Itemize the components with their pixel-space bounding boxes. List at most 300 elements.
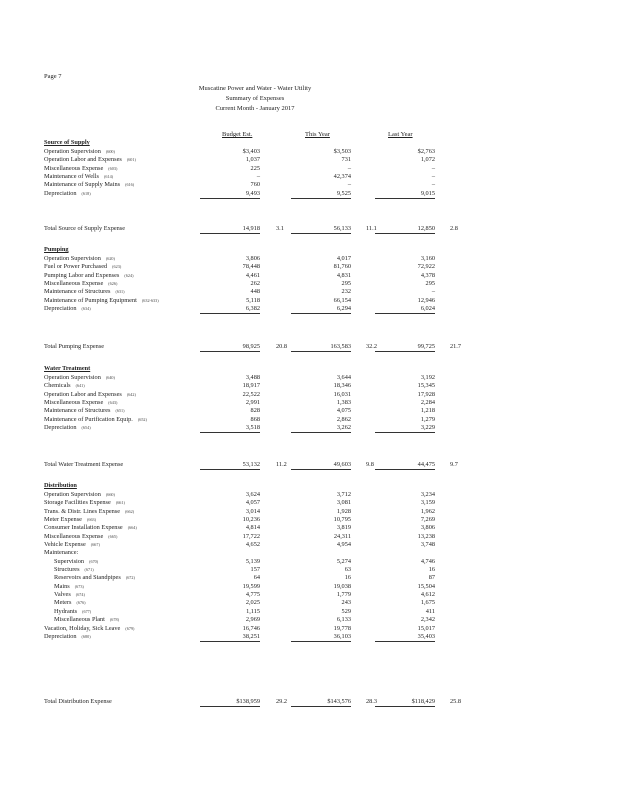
row-label-text: Valves: [54, 591, 71, 599]
budget-value: 18,917: [242, 382, 260, 390]
table-row: [44, 165, 564, 173]
account-code: (614): [103, 174, 114, 180]
budget-value: 17,722: [242, 532, 260, 540]
column-header-this-year: This Year: [305, 131, 330, 138]
account-code: (616): [125, 182, 135, 188]
budget-value: 4,057: [245, 499, 260, 507]
table-row: [44, 616, 564, 624]
total-budget: 14,918: [200, 224, 260, 234]
row-label: [44, 424, 91, 432]
row-label: [44, 549, 78, 557]
last-year-value: 16: [428, 566, 435, 574]
row-label-text: Operation Supervision: [44, 491, 101, 498]
budget-value: 10,236: [242, 516, 260, 524]
row-label-text: Operation Labor and Expenses: [44, 156, 122, 164]
row-label: [44, 165, 117, 173]
budget-value: 5,118: [246, 296, 260, 304]
table-row: [44, 558, 564, 566]
budget-value: 4,814: [245, 524, 260, 532]
row-label-text: Depreciation: [44, 632, 77, 640]
row-label: [44, 399, 117, 407]
last-year-value: $2,763: [417, 148, 435, 155]
budget-value: 3,014: [245, 507, 260, 515]
account-code: (631): [115, 289, 125, 295]
last-year-value: –: [431, 181, 435, 189]
table-row: [44, 181, 564, 189]
last-year-value: –: [431, 164, 435, 172]
row-label-text: Maintenance of Supply Mains: [44, 181, 121, 189]
this-year-value: –: [347, 164, 351, 172]
budget-value: 22,522: [242, 390, 260, 398]
this-year-value: –: [347, 181, 351, 189]
table-row: [44, 583, 564, 591]
row-label-text: Miscellaneous Expense: [44, 280, 104, 288]
this-year-value: 3,262: [291, 424, 351, 433]
row-label: [44, 374, 115, 382]
total-label: Total Distribution Expense: [44, 698, 112, 705]
row-label-text: Maintenance of Structures: [44, 407, 111, 415]
total-last-year-pct: 21.7: [450, 343, 462, 350]
this-year-value: 6,133: [336, 616, 351, 624]
budget-value: 9,493: [200, 190, 260, 199]
this-year-value: 9,525: [291, 190, 351, 199]
row-label-text: Operation Labor and Expenses: [44, 390, 122, 398]
row-label: [44, 382, 85, 390]
total-budget: $138,959: [200, 697, 260, 707]
table-row: [44, 255, 564, 263]
last-year-value: 15,017: [417, 624, 435, 632]
total-budget: 53,132: [200, 460, 260, 470]
this-year-value: 81,760: [333, 263, 351, 271]
account-code: (641): [75, 383, 85, 389]
this-year-value: 16,031: [333, 390, 351, 398]
table-row: [44, 524, 564, 532]
row-label: [44, 190, 91, 198]
account-code: (680): [81, 633, 91, 639]
total-row: [44, 224, 584, 233]
total-this-year: 163,583: [291, 342, 351, 352]
table-row: [44, 424, 564, 432]
this-year-value: 63: [344, 566, 351, 574]
row-label: [54, 566, 94, 574]
total-this-year-pct: 28.3: [366, 698, 378, 705]
this-year-value: 3,819: [336, 524, 351, 532]
last-year-value: 12,946: [417, 296, 435, 304]
row-label: [54, 591, 85, 599]
budget-value: 4,775: [245, 591, 260, 599]
column-header-last-year: Last Year: [388, 131, 413, 138]
account-code: (673): [74, 583, 84, 589]
table-row: [44, 156, 564, 164]
table-row: [44, 499, 564, 507]
last-year-value: 13,238: [417, 532, 435, 540]
total-budget-pct: 29.2: [276, 698, 288, 705]
last-year-value: 1,675: [420, 599, 435, 607]
total-this-year-pct: 11.1: [366, 225, 377, 232]
row-label-text: Miscellaneous Expense: [44, 532, 104, 540]
total-last-year-pct: 2.8: [450, 225, 458, 232]
row-label: [44, 524, 137, 532]
last-year-value: 3,229: [375, 424, 435, 433]
table-row: [44, 272, 564, 280]
row-label-text: Depreciation: [44, 424, 77, 432]
this-year-value: 3,712: [336, 491, 351, 498]
account-code: (640): [105, 375, 115, 380]
table-row: [44, 416, 564, 424]
row-label: [44, 541, 100, 549]
table-row: [44, 599, 564, 607]
table-row: [44, 280, 564, 288]
account-code: (652): [137, 416, 147, 422]
section-pumping: [44, 245, 564, 313]
total-budget-pct: 20.8: [276, 343, 288, 350]
account-code: (601): [126, 157, 136, 163]
budget-value: 2,969: [245, 616, 260, 624]
table-row: [44, 190, 564, 198]
row-label: [44, 391, 136, 399]
row-label: [44, 416, 147, 424]
this-year-value: 6,294: [291, 305, 351, 314]
row-label-text: Miscellaneous Plant: [54, 616, 105, 624]
section-header: Water Treatment: [44, 365, 91, 372]
budget-value: 157: [250, 566, 260, 574]
last-year-value: 1,072: [420, 156, 435, 164]
account-code: (660): [105, 492, 115, 497]
last-year-value: 2,342: [420, 616, 435, 624]
budget-value: 16,746: [242, 624, 260, 632]
row-label: [44, 272, 133, 280]
this-year-value: 232: [341, 288, 351, 296]
account-code: (642): [126, 391, 136, 397]
table-row: [44, 591, 564, 599]
account-code: (678): [109, 617, 119, 623]
table-row: [44, 516, 564, 524]
last-year-value: 4,378: [420, 271, 435, 279]
account-code: (632-633): [141, 297, 159, 303]
account-code: (661): [115, 500, 125, 506]
section-distribution: [44, 481, 564, 641]
last-year-value: 4,746: [420, 557, 435, 565]
report-title-line2: Summary of Expenses: [225, 95, 285, 102]
account-code: (676): [76, 600, 86, 606]
this-year-value: 4,831: [336, 271, 351, 279]
row-label: [54, 616, 119, 624]
last-year-value: 3,806: [420, 524, 435, 532]
total-label: Total Water Treatment Expense: [44, 461, 124, 468]
this-year-value: 731: [341, 156, 351, 164]
table-row: [44, 382, 564, 390]
this-year-value: 4,017: [336, 255, 351, 262]
account-code: (677): [82, 608, 92, 614]
account-code: (679): [125, 625, 135, 631]
this-year-value: 529: [341, 607, 351, 615]
row-label: [44, 625, 134, 633]
this-year-value: 5,274: [336, 557, 351, 565]
section-water-treatment: [44, 364, 564, 432]
row-label-text: Depreciation: [44, 189, 77, 197]
account-code: (667): [90, 542, 100, 548]
this-year-value: 4,954: [336, 541, 351, 549]
this-year-value: 4,075: [336, 407, 351, 415]
row-label-text: Mains: [54, 582, 70, 590]
table-row: [44, 391, 564, 399]
this-year-value: 36,103: [291, 633, 351, 642]
this-year-value: 10,795: [333, 516, 351, 524]
this-year-value: 19,038: [333, 582, 351, 590]
row-label: [44, 288, 125, 296]
this-year-value: 19,778: [333, 624, 351, 632]
last-year-value: 3,160: [420, 255, 435, 262]
row-label-text: Maintenance of Structures: [44, 288, 111, 296]
table-row: [44, 533, 564, 541]
total-row: [44, 342, 584, 351]
table-row: [44, 608, 564, 616]
this-year-value: 1,928: [336, 507, 351, 515]
row-label: [44, 280, 117, 288]
total-this-year: 56,133: [291, 224, 351, 234]
account-code: (643): [108, 400, 118, 406]
last-year-value: 1,218: [420, 407, 435, 415]
total-row: [44, 460, 584, 469]
budget-value: 3,624: [245, 491, 260, 498]
this-year-value: 3,081: [336, 499, 351, 507]
row-label: [54, 558, 98, 566]
account-code: (623): [112, 264, 122, 270]
last-year-value: 15,504: [417, 582, 435, 590]
row-label-text: Chemicals: [44, 382, 71, 390]
account-code: (671): [84, 567, 94, 573]
account-code: (654): [81, 425, 91, 431]
account-code: (670): [89, 558, 99, 564]
row-label-text: Meter Expense: [44, 516, 82, 524]
row-label-text: Vacation, Holiday, Sick Leave: [44, 624, 121, 632]
row-label: [44, 263, 121, 271]
row-label-text: Hydrants: [54, 607, 78, 615]
last-year-value: 1,962: [420, 507, 435, 515]
row-label-text: Operation Supervision: [44, 255, 101, 262]
row-label-text: Miscellaneous Expense: [44, 399, 104, 407]
account-code: (626): [108, 281, 118, 287]
this-year-value: 24,311: [333, 532, 351, 540]
row-label: [44, 173, 113, 181]
total-this-year: 49,603: [291, 460, 351, 470]
table-row: [44, 374, 564, 382]
row-label: [54, 599, 86, 607]
row-label: [44, 499, 125, 507]
this-year-value: $3,503: [333, 148, 351, 155]
row-label-text: Pumping Labor and Expenses: [44, 271, 120, 279]
total-label: Total Source of Supply Expense: [44, 225, 126, 232]
report-title-line1: Muscatine Power and Water - Water Utility: [198, 85, 312, 92]
table-row: [44, 305, 564, 313]
table-row: [44, 263, 564, 271]
row-label: [54, 608, 91, 616]
row-label: [44, 508, 134, 516]
row-label-text: Operation Supervision: [44, 374, 101, 381]
section-header: Distribution: [44, 482, 77, 489]
this-year-value: 18,346: [333, 382, 351, 390]
row-label-text: Operation Supervision: [44, 148, 101, 155]
section-source-of-supply: [44, 138, 564, 198]
total-label: Total Pumping Expense: [44, 343, 105, 350]
budget-value: 64: [253, 574, 260, 582]
budget-value: 5,139: [245, 557, 260, 565]
row-label-text: Maintenance of Purification Equip.: [44, 415, 133, 423]
budget-value: 19,599: [242, 582, 260, 590]
table-row: [44, 549, 564, 557]
budget-value: 38,251: [200, 633, 260, 642]
last-year-value: 6,024: [375, 305, 435, 314]
budget-value: 3,488: [245, 374, 260, 381]
total-last-year: 44,475: [375, 460, 435, 470]
last-year-value: 3,234: [420, 491, 435, 498]
last-year-value: 2,284: [420, 399, 435, 407]
table-row: [44, 633, 564, 641]
row-label: [44, 533, 117, 541]
this-year-value: 42,374: [333, 173, 351, 181]
total-this-year-pct: 9.8: [366, 461, 374, 468]
last-year-value: 7,269: [420, 516, 435, 524]
budget-value: 1,115: [246, 607, 260, 615]
total-budget-pct: 11.2: [276, 461, 287, 468]
table-row: [44, 574, 564, 582]
row-label-text: Maintenance of Pumping Equipment: [44, 296, 137, 304]
budget-value: 3,518: [200, 424, 260, 433]
table-row: [44, 148, 564, 156]
table-row: [44, 541, 564, 549]
row-label-text: Depreciation: [44, 305, 77, 313]
account-code: (664): [127, 525, 137, 531]
row-label-text: Fuel or Power Purchased: [44, 263, 108, 271]
row-label: [44, 181, 134, 189]
last-year-value: 72,922: [417, 263, 435, 271]
account-code: (665): [108, 533, 118, 539]
last-year-value: 3,159: [420, 499, 435, 507]
section-header: Pumping: [44, 246, 69, 253]
budget-value: 2,025: [245, 599, 260, 607]
budget-value: 6,382: [200, 305, 260, 314]
last-year-value: 3,192: [420, 374, 435, 381]
this-year-value: 3,644: [336, 374, 351, 381]
this-year-value: 66,154: [333, 296, 351, 304]
account-code: (662): [125, 508, 135, 514]
total-row: [44, 697, 584, 706]
table-row: [44, 288, 564, 296]
total-last-year-pct: 9.7: [450, 461, 458, 468]
row-label: [44, 255, 115, 263]
table-row: [44, 491, 564, 499]
table-row: [44, 297, 564, 305]
last-year-value: 87: [428, 574, 435, 582]
this-year-value: 1,383: [336, 399, 351, 407]
budget-value: 448: [250, 288, 260, 296]
this-year-value: 2,862: [336, 415, 351, 423]
row-label-text: Storage Facilities Expense: [44, 499, 111, 507]
budget-value: 4,652: [245, 541, 260, 549]
last-year-value: –: [431, 173, 435, 181]
total-last-year: $118,429: [375, 697, 435, 707]
row-label-text: Maintenance:: [44, 549, 79, 557]
row-label-text: Meters: [54, 599, 72, 607]
budget-value: 760: [250, 181, 260, 189]
last-year-value: 3,748: [420, 541, 435, 549]
account-code: (651): [115, 408, 125, 414]
table-row: [44, 508, 564, 516]
table-row: [44, 625, 564, 633]
this-year-value: 16: [344, 574, 351, 582]
row-label: [44, 516, 96, 524]
table-row: [44, 399, 564, 407]
total-budget-pct: 3.1: [276, 225, 284, 232]
section-header: Source of Supply: [44, 139, 90, 146]
account-code: (634): [81, 306, 91, 312]
account-code: (618): [81, 190, 91, 196]
budget-value: 2,991: [245, 399, 260, 407]
budget-value: –: [256, 173, 260, 181]
row-label: [54, 574, 135, 582]
table-row: [44, 407, 564, 415]
total-last-year-pct: 25.8: [450, 698, 462, 705]
total-this-year: $143,576: [291, 697, 351, 707]
row-label: [44, 297, 159, 305]
row-label-text: Supervision: [54, 557, 85, 565]
row-label: [44, 148, 115, 156]
row-label: [54, 583, 84, 591]
last-year-value: –: [431, 288, 435, 296]
page-label: Page 7: [44, 73, 62, 80]
account-code: (603): [108, 165, 118, 171]
column-header-budget: Budget Est.: [222, 131, 253, 138]
total-budget: 98,925: [200, 342, 260, 352]
row-label: [44, 156, 136, 164]
report-title-line3: Current Month - January 2017: [215, 105, 295, 112]
total-last-year: 99,725: [375, 342, 435, 352]
row-label: [44, 305, 91, 313]
account-code: (663): [86, 517, 97, 523]
row-label-text: Structures: [54, 566, 80, 574]
budget-value: 3,806: [245, 255, 260, 262]
budget-value: 1,037: [245, 156, 260, 164]
account-code: (620): [105, 256, 115, 261]
account-code: (672): [125, 575, 135, 581]
account-code: (624): [124, 272, 134, 278]
total-last-year: 12,850: [375, 224, 435, 234]
last-year-value: 1,279: [420, 415, 435, 423]
budget-value: $3,403: [242, 148, 260, 155]
row-label-text: Maintenance of Wells: [44, 173, 99, 181]
table-row: [44, 173, 564, 181]
total-this-year-pct: 32.2: [366, 343, 378, 350]
budget-value: 262: [250, 280, 260, 288]
this-year-value: 243: [341, 599, 351, 607]
this-year-value: 295: [341, 280, 351, 288]
account-code: (600): [105, 149, 115, 154]
row-label: [44, 633, 91, 641]
last-year-value: 17,928: [417, 390, 435, 398]
row-label: [44, 407, 125, 415]
budget-value: 828: [250, 407, 260, 415]
budget-value: 868: [250, 415, 260, 423]
row-label: [44, 491, 115, 499]
budget-value: 78,448: [242, 263, 260, 271]
last-year-value: 295: [425, 280, 435, 288]
last-year-value: 4,612: [420, 591, 435, 599]
last-year-value: 35,403: [375, 633, 435, 642]
last-year-value: 411: [425, 607, 435, 615]
this-year-value: 1,779: [336, 591, 351, 599]
budget-value: 4,461: [245, 271, 260, 279]
row-label-text: Vehicle Expense: [44, 541, 86, 549]
